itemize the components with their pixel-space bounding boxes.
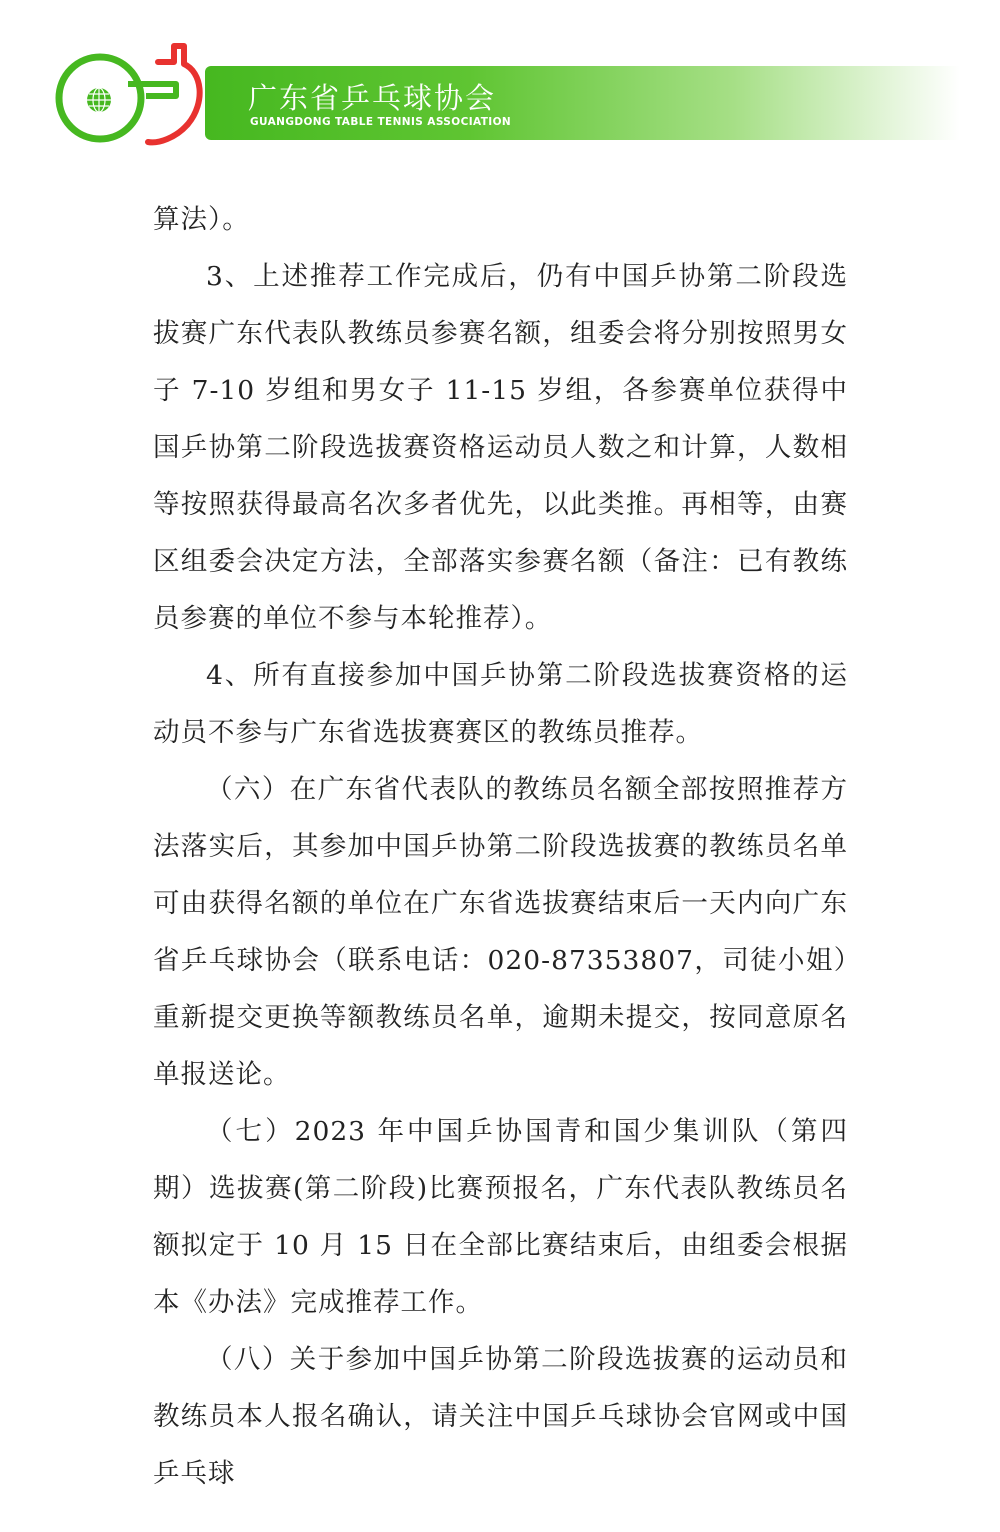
paragraph: （八）关于参加中国乒协第二阶段选拔赛的运动员和教练员本人报名确认，请关注中国乒乓球协会官网或中国乒乓球	[153, 1344, 848, 1489]
association-logo-icon	[50, 40, 210, 152]
paragraph: （六）在广东省代表队的教练员名额全部按照推荐方法落实后，其参加中国乒协第二阶段选拔赛的教练员名单可由获得名额的单位在广东省选拔赛结束后一天内向广东省乒乓球协会（联系电话：020-87353807，司徒小姐）重新提交更换等额教练员名单，逾期未提交，按同意原名单报送论。	[153, 774, 848, 1090]
association-name-english: GUANGDONG TABLE TENNIS ASSOCIATION	[250, 116, 512, 128]
page-header	[0, 0, 1000, 170]
paragraph: 算法）。	[153, 204, 250, 235]
paragraph: 4、所有直接参加中国乒协第二阶段选拔赛资格的运动员不参与广东省选拔赛赛区的教练员推荐。	[153, 660, 848, 748]
paragraph: 3、上述推荐工作完成后，仍有中国乒协第二阶段选拔赛广东代表队教练员参赛名额，组委会将分别按照男女子 7-10 岁组和男女子 11-15 岁组，各参赛单位获得中国乒协第二阶段选拔赛资格运动员人数之和计算，人数相等按照获得最高名次多者优先，以此类推。再相等，由赛区组委会决定方法，全部落实参赛名额（备注：已有教练员参赛的单位不参与本轮推荐）。	[153, 261, 848, 634]
document-body	[153, 191, 848, 1502]
association-name: 广东省乒乓球协会	[248, 81, 497, 115]
paragraph: （七）2023 年中国乒协国青和国少集训队（第四期）选拔赛(第二阶段)比赛预报名，广东代表队教练员名额拟定于 10 月 15 日在全部比赛结束后，由组委会根据本《办法》完成推荐工作。	[153, 1116, 848, 1318]
